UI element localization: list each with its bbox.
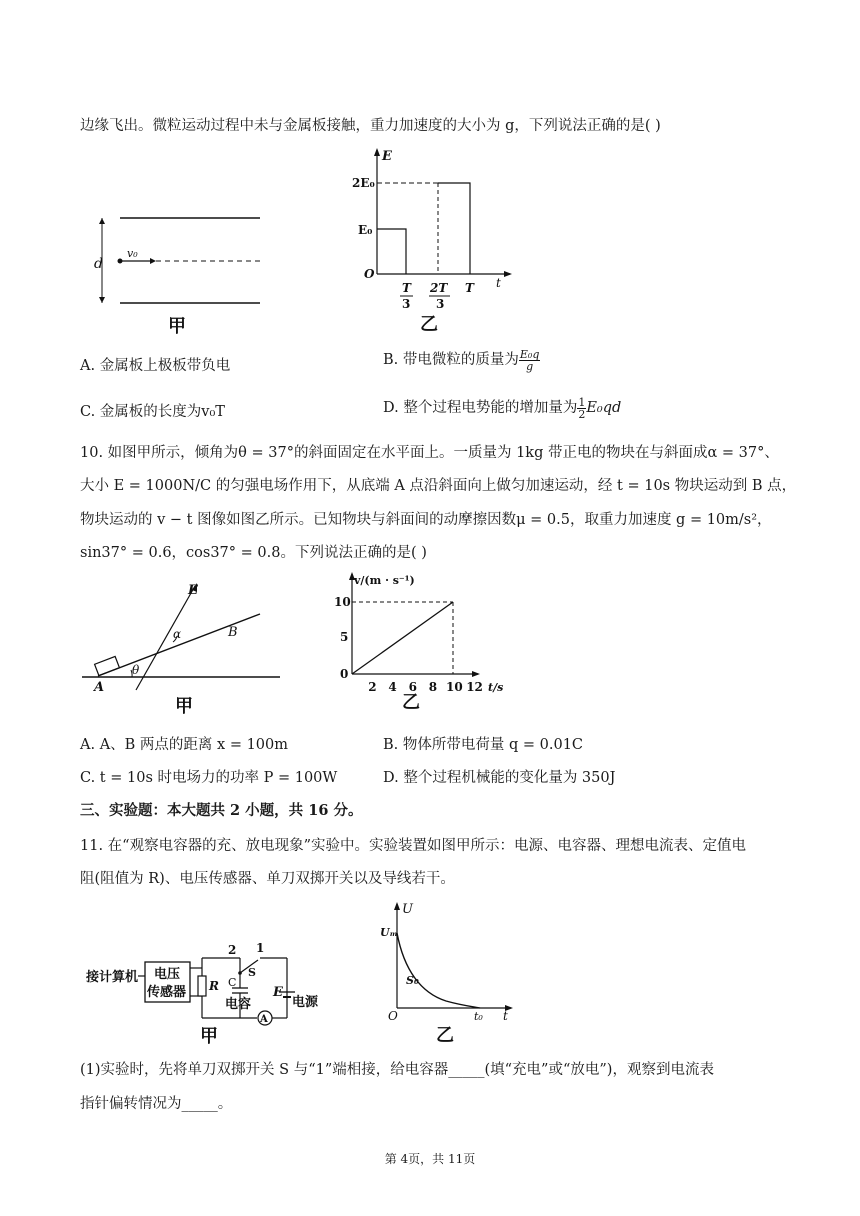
x-tick-label: 12 (466, 680, 483, 694)
d-label: d (94, 256, 103, 272)
svg-text:2: 2 (228, 943, 237, 957)
svg-text:3: 3 (436, 297, 445, 311)
svg-text:E: E (382, 149, 392, 164)
x-tick-label: 4 (388, 680, 397, 694)
svg-text:电源: 电源 (292, 995, 319, 1010)
v0-label: v₀ (127, 247, 138, 260)
caption-jia: 甲 (168, 316, 186, 337)
q11-figure-jia (82, 938, 332, 1048)
svg-text:甲: 甲 (175, 696, 193, 717)
svg-text:t: t (503, 1009, 508, 1023)
svg-text:接计算机: 接计算机 (86, 970, 139, 985)
x-tick-label: 2 (368, 680, 377, 694)
q9-figure-jia (82, 200, 282, 340)
q11-stem-line2: 阻(阻值为 R)、电压传感器、单刀双掷开关以及导线若干。 (80, 871, 455, 887)
x-tick-label: 8 (428, 680, 438, 694)
q9-figure-yi (350, 142, 520, 337)
svg-text:S₀: S₀ (406, 974, 419, 987)
q9-option-c[interactable]: C. 金属板的长度为v₀T (80, 404, 225, 420)
svg-text:传感器: 传感器 (147, 985, 187, 1000)
svg-text:2E₀: 2E₀ (352, 176, 375, 190)
svg-text:v/(m · s⁻¹): v/(m · s⁻¹) (354, 574, 415, 587)
q10-figure-jia (80, 578, 290, 718)
svg-text:E₀: E₀ (358, 223, 373, 237)
svg-text:O: O (364, 267, 375, 281)
svg-text:B: B (228, 625, 238, 640)
q10-option-c[interactable]: C. t = 10s 时电场力的功率 P = 100W (80, 770, 338, 786)
page-footer: 第 4页，共 11页 (384, 1152, 476, 1166)
svg-text:α: α (173, 627, 182, 641)
q10-option-a[interactable]: A. A、B 两点的距离 x = 100m (80, 737, 289, 753)
svg-text:0: 0 (340, 667, 349, 681)
svg-text:R: R (209, 979, 219, 993)
q10-stem-line1: 10. 如图甲所示，倾角为θ = 37°的斜面固定在水平面上。一质量为 1kg 带正电的物块在与斜面成α = 37°、 (80, 445, 779, 461)
svg-text:A: A (260, 1014, 268, 1025)
svg-text:t₀: t₀ (474, 1010, 483, 1023)
q11-figure-yi (376, 898, 521, 1048)
q10-stem-line2: 大小 E = 1000N/C 的匀强电场作用下，从底端 A 点沿斜面向上做匀加速运动，经 t = 10s 物块运动到 B 点， (80, 478, 797, 494)
svg-text:t: t (496, 276, 501, 290)
svg-text:3: 3 (402, 297, 411, 311)
svg-text:电压: 电压 (154, 967, 181, 982)
svg-text:S: S (248, 966, 256, 979)
q9-option-b[interactable]: B. 带电微粒的质量为 $\frac{\text{E₀q}}{g}$ (383, 347, 540, 373)
q10-option-d[interactable]: D. 整个过程机械能的变化量为 350J (383, 770, 616, 786)
svg-text:E: E (273, 985, 283, 1000)
q10-stem-line4: sin37° = 0.6，cos37° = 0.8。下列说法正确的是( ) (80, 545, 427, 561)
svg-text:2T: 2T (430, 281, 448, 295)
x-tick-label: 6 (408, 680, 417, 694)
svg-text:T: T (465, 281, 474, 295)
q9-stem-tail: 边缘飞出。微粒运动过程中未与金属板接触，重力加速度的大小为 g，下列说法正确的是( ) (80, 118, 661, 134)
svg-text:C: C (228, 976, 237, 989)
q10-option-b[interactable]: B. 物体所带电荷量 q = 0.01C (383, 737, 584, 753)
svg-text:乙: 乙 (436, 1025, 454, 1046)
svg-text:电容: 电容 (225, 997, 252, 1012)
svg-text:U: U (402, 902, 413, 917)
q11-stem-line1: 11. 在“观察电容器的充、放电现象”实验中。实验装置如图甲所示：电源、电容器、理想电流表、定值电 (80, 838, 746, 854)
svg-text:θ: θ (132, 663, 140, 677)
q11-sub1-line2: 指针偏转情况为_____。 (80, 1096, 233, 1112)
section-heading: 三、实验题：本大题共 2 小题，共 16 分。 (80, 802, 363, 819)
svg-text:O: O (388, 1009, 398, 1023)
svg-text:T: T (402, 281, 411, 295)
svg-text:10: 10 (334, 595, 351, 609)
svg-text:乙: 乙 (402, 692, 420, 713)
q11-sub1-line1: (1)实验时，先将单刀双掷开关 S 与“1”端相接，给电容器_____(填“充电”或“放电”)，观察到电流表 (80, 1062, 714, 1078)
svg-text:t/s: t/s (488, 681, 504, 694)
svg-text:A: A (94, 680, 105, 695)
svg-text:5: 5 (340, 630, 349, 644)
svg-text:Uₘ: Uₘ (380, 926, 398, 939)
svg-text:甲: 甲 (200, 1026, 218, 1047)
svg-text:1: 1 (256, 941, 265, 955)
svg-text:乙: 乙 (420, 314, 438, 335)
svg-text:E: E (188, 583, 198, 598)
q10-figure-yi (330, 568, 515, 713)
q10-stem-line3: 物块运动的 v − t 图像如图乙所示。已知物块与斜面间的动摩擦因数μ = 0.5，取重力加速度 g = 10m/s²， (80, 512, 772, 528)
x-tick-label: 10 (446, 680, 463, 694)
q9-option-a[interactable]: A. 金属板上极板带负电 (80, 358, 231, 374)
q9-option-d[interactable]: D. 整个过程电势能的增加量为 $\frac{1}{2}$ E₀qd (383, 395, 622, 421)
